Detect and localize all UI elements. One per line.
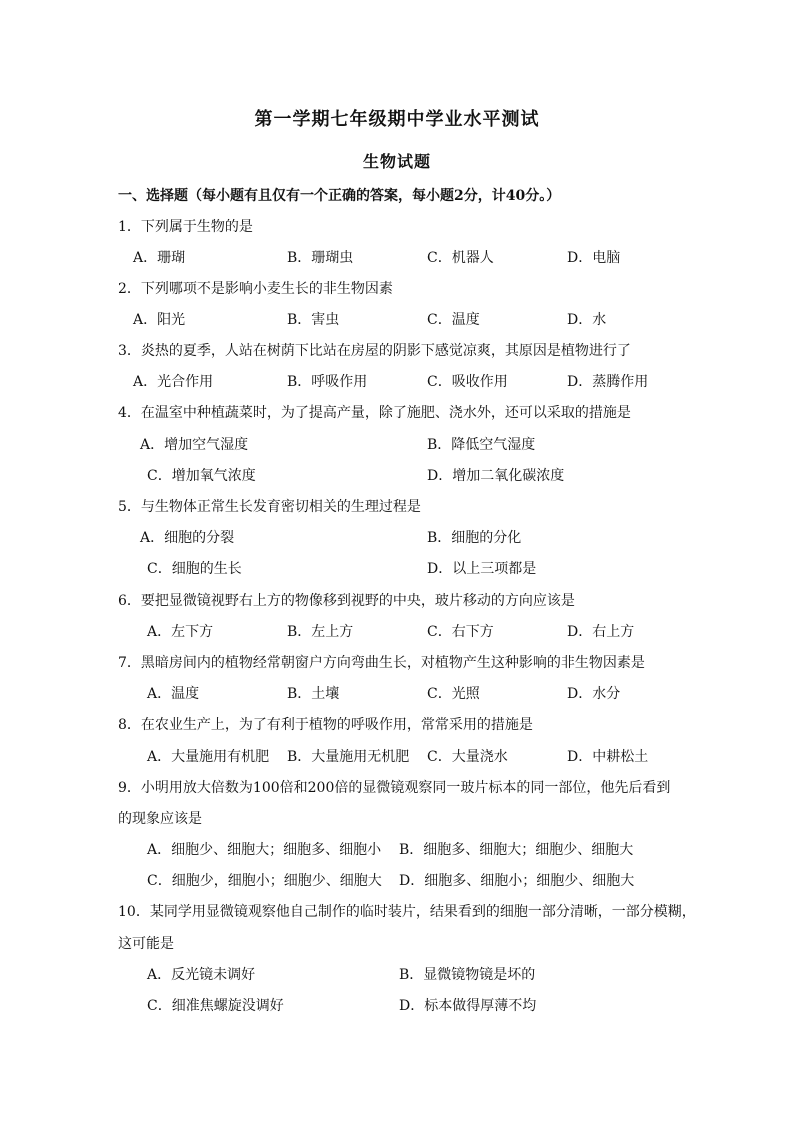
question-9: 9．小明用放大倍数为100倍和200倍的显微镜观察同一玻片标本的同一部位，他先后看到 <box>118 780 671 796</box>
q3-option-d: D．蒸腾作用 <box>567 374 649 390</box>
question-9-continued: 的现象应该是 <box>118 811 202 827</box>
q7-option-c: C．光照 <box>427 686 480 702</box>
q4-option-a: A．增加空气湿度 <box>140 437 249 453</box>
q10-option-a: A．反光镜未调好 <box>147 967 256 983</box>
q4-option-c: C．增加氧气浓度 <box>147 468 256 484</box>
q5-option-a: A．细胞的分裂 <box>140 530 235 546</box>
q6-option-b: B．左上方 <box>287 624 354 640</box>
q9-option-c: C．细胞少，细胞小；细胞少、细胞大 <box>147 873 382 889</box>
question-6: 6．要把显微镜视野右上方的物像移到视野的中央，玻片移动的方向应该是 <box>118 593 575 609</box>
question-10-continued: 这可能是 <box>118 936 174 952</box>
q9-option-d: D．细胞多、细胞小；细胞少、细胞大 <box>399 873 635 889</box>
exam-subtitle: 生物试题 <box>362 152 431 171</box>
q1-option-b: B．珊瑚虫 <box>287 250 354 266</box>
q3-option-a: A．光合作用 <box>133 374 214 390</box>
q3-option-b: B．呼吸作用 <box>287 374 368 390</box>
q9-option-a: A．细胞少、细胞大；细胞多、细胞小 <box>147 842 382 858</box>
q10-option-d: D．标本做得厚薄不均 <box>399 998 537 1014</box>
question-3: 3．炎热的夏季，人站在树荫下比站在房屋的阴影下感觉凉爽，其原因是植物进行了 <box>118 343 631 359</box>
q8-option-d: D．中耕松土 <box>567 749 649 765</box>
question-4: 4．在温室中种植蔬菜时，为了提高产量，除了施肥、浇水外，还可以采取的措施是 <box>118 405 631 421</box>
q1-option-d: D．电脑 <box>567 250 621 266</box>
question-7: 7．黑暗房间内的植物经常朝窗户方向弯曲生长，对植物产生这种影响的非生物因素是 <box>118 655 645 671</box>
exam-title: 第一学期七年级期中学业水平测试 <box>254 109 540 130</box>
q8-option-c: C．大量浇水 <box>427 749 508 765</box>
q10-option-c: C．细准焦螺旋没调好 <box>147 998 284 1014</box>
q5-option-c: C．细胞的生长 <box>147 561 242 577</box>
q9-option-b: B．细胞多、细胞大；细胞少、细胞大 <box>399 842 634 858</box>
q1-option-c: C．机器人 <box>427 250 494 266</box>
q10-option-b: B．显微镜物镜是坏的 <box>399 967 536 983</box>
question-2: 2．下列哪项不是影响小麦生长的非生物因素 <box>118 281 393 297</box>
q4-option-b: B．降低空气湿度 <box>427 437 536 453</box>
q7-option-b: B．土壤 <box>287 686 340 702</box>
q6-option-c: C．右下方 <box>427 624 494 640</box>
q5-option-b: B．细胞的分化 <box>427 530 522 546</box>
question-10: 10．某同学用显微镜观察他自己制作的临时装片，结果看到的细胞一部分清晰，一部分模糊， <box>118 904 696 920</box>
q2-option-a: A．阳光 <box>133 312 186 328</box>
q7-option-a: A．温度 <box>147 686 200 702</box>
section-heading: 一、选择题（每小题有且仅有一个正确的答案，每小题2分，计40分。） <box>118 188 561 204</box>
q4-option-d: D．增加二氧化碳浓度 <box>427 468 565 484</box>
q8-option-a: A．大量施用有机肥 <box>147 749 270 765</box>
q2-option-c: C．温度 <box>427 312 480 328</box>
q2-option-d: D．水 <box>567 312 607 328</box>
question-1: 1．下列属于生物的是 <box>118 219 253 235</box>
q3-option-c: C．吸收作用 <box>427 374 508 390</box>
q5-option-d: D．以上三项都是 <box>427 561 537 577</box>
q2-option-b: B．害虫 <box>287 312 340 328</box>
q8-option-b: B．大量施用无机肥 <box>287 749 410 765</box>
q1-option-a: A．珊瑚 <box>133 250 186 266</box>
q6-option-a: A．左下方 <box>147 624 214 640</box>
question-5: 5．与生物体正常生长发育密切相关的生理过程是 <box>118 499 421 515</box>
question-8: 8．在农业生产上，为了有利于植物的呼吸作用，常常采用的措施是 <box>118 717 533 733</box>
q7-option-d: D．水分 <box>567 686 621 702</box>
q6-option-d: D．右上方 <box>567 624 635 640</box>
